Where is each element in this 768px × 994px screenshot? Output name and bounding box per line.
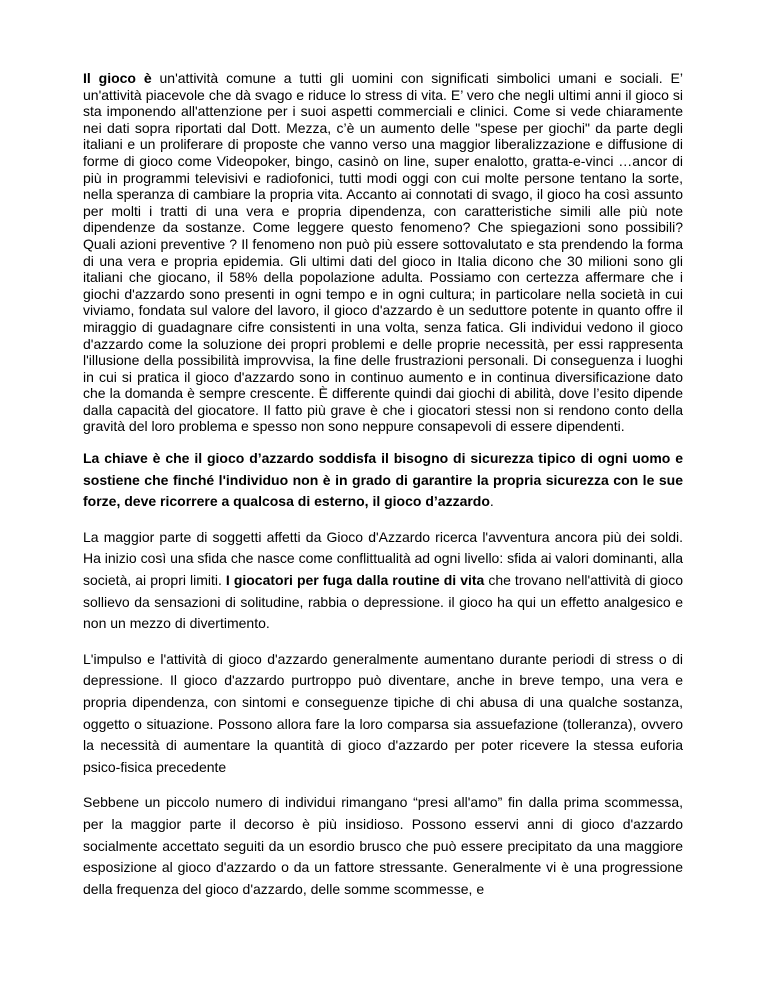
paragraph-3	[83, 527, 683, 635]
paragraph-2	[83, 448, 683, 513]
paragraph-4	[83, 649, 683, 779]
document-page	[83, 70, 683, 900]
paragraph-1-lead: Il gioco è	[83, 70, 152, 86]
paragraph-5-text: Sebbene un piccolo numero di individui rimangano “presi all'amo” fin dalla prima scommessa, per la maggior parte il decorso è più insidioso. Possono esservi anni di gioco d'azzardo socialmente accettato seguiti da un esordio brusco che può essere precipitato da una maggiore esposizione al gioco d'azzardo o da un fattore stressante. Generalmente vi è una progressione della frequenza del gioco d'azzardo, delle somme scommesse, e	[83, 794, 683, 897]
paragraph-2-end: .	[489, 493, 494, 510]
paragraph-3-text-a: La maggior parte di soggetti affetti da Gioco d'Azzardo ricerca l'avventura ancora più dei soldi. Ha inizio così una sfida che nasce come conflittualità ad ogni livello: sfida ai valori dominanti, alla società, ai propri limiti.	[83, 528, 683, 589]
paragraph-2-bold: La chiave è che il gioco d’azzardo soddisfa il bisogno di sicurezza tipico di ogni uomo e sostiene che finché l'individuo non è in grado di garantire la propria sicurezza con le sue forze, deve ricorrere a qualcosa di esterno, il gioco d’azzardo	[83, 450, 683, 510]
paragraph-4-text: L'impulso e l'attività di gioco d'azzardo generalmente aumentano durante periodi di stress o di depressione. Il gioco d'azzardo purtroppo può diventare, anche in breve tempo, una vera e propria dipendenza, con sintomi e conseguenze tipiche di chi abusa di una qualche sostanza, oggetto o situazione. Possono allora fare la loro comparsa sia assuefazione (tolleranza), ovvero la necessità di aumentare la quantità di gioco d'azzardo per poter ricevere la stessa euforia psico-fisica precedente	[83, 650, 683, 775]
paragraph-3-text-b: che trovano nell'attività di gioco sollievo da sensazioni di solitudine, rabbia o depressione. il gioco ha qui un effetto analgesico e non un mezzo di divertimento.	[83, 572, 683, 632]
paragraph-5	[83, 792, 683, 900]
paragraph-3-bold: I giocatori per fuga dalla routine di vita	[225, 572, 485, 589]
paragraph-1	[83, 70, 683, 435]
paragraph-1-text: un'attività comune a tutti gli uomini con significati simbolici umani e sociali. E’ un'attività piacevole che dà svago e riduce lo stress di vita. E’ vero che negli ultimi anni il gioco si sta imponendo all'attenzione per i suoi aspetti commerciali e clinici. Come si vede chiaramente nei dati sopra riportati dal Dott. Mezza, c’è un aumento delle "spese per giochi" da parte degli italiani e un proliferare di proposte che vanno verso una maggior liberalizzazione e diffusione di forme di gioco come Videopoker, bingo, casinò on line, super enalotto, gratta-e-vinci …ancor di più in programmi televisivi e radiofonici, tutti modi oggi con cui molte persone tentano la sorte, nella speranza di cambiare la propria vita. Accanto ai connotati di svago, il gioco ha così assunto per molti i tratti di una vera e propria dipendenza, con caratteristiche simili alle più note dipendenze da sostanze. Come leggere questo fenomeno? Che spiegazioni sono possibili? Quali azioni preventive ? Il fenomeno non può più essere sottovalutato e sta prendendo la forma di una vera e propria epidemia. Gli ultimi dati del gioco in Italia dicono che 30 milioni sono gli italiani che giocano, il 58% della popolazione adulta. Possiamo con certezza affermare che i giochi d'azzardo sono presenti in ogni tempo e in ogni cultura; in particolare nella società in cui viviamo, fondata sul valore del lavoro, il gioco d'azzardo è un seduttore potente in quanto offre il miraggio di guadagnare cifre consistenti in una volta, senza fatica. Gli individui vedono il gioco d'azzardo come la soluzione dei propri problemi e delle proprie necessità, per essi rappresenta l'illusione della possibilità improvvisa, la fine delle frustrazioni personali. Di conseguenza i luoghi in cui si pratica il gioco d'azzardo sono in continuo aumento e in continua diversificazione dato che la domanda è sempre crescente. È differente quindi dai giochi di abilità, dove l’esito dipende dalla capacità del giocatore. Il fatto più grave è che i giocatori stessi non si rendono conto della gravità del loro problema e spesso non sono neppure consapevoli di essere dipendenti.	[83, 70, 683, 435]
